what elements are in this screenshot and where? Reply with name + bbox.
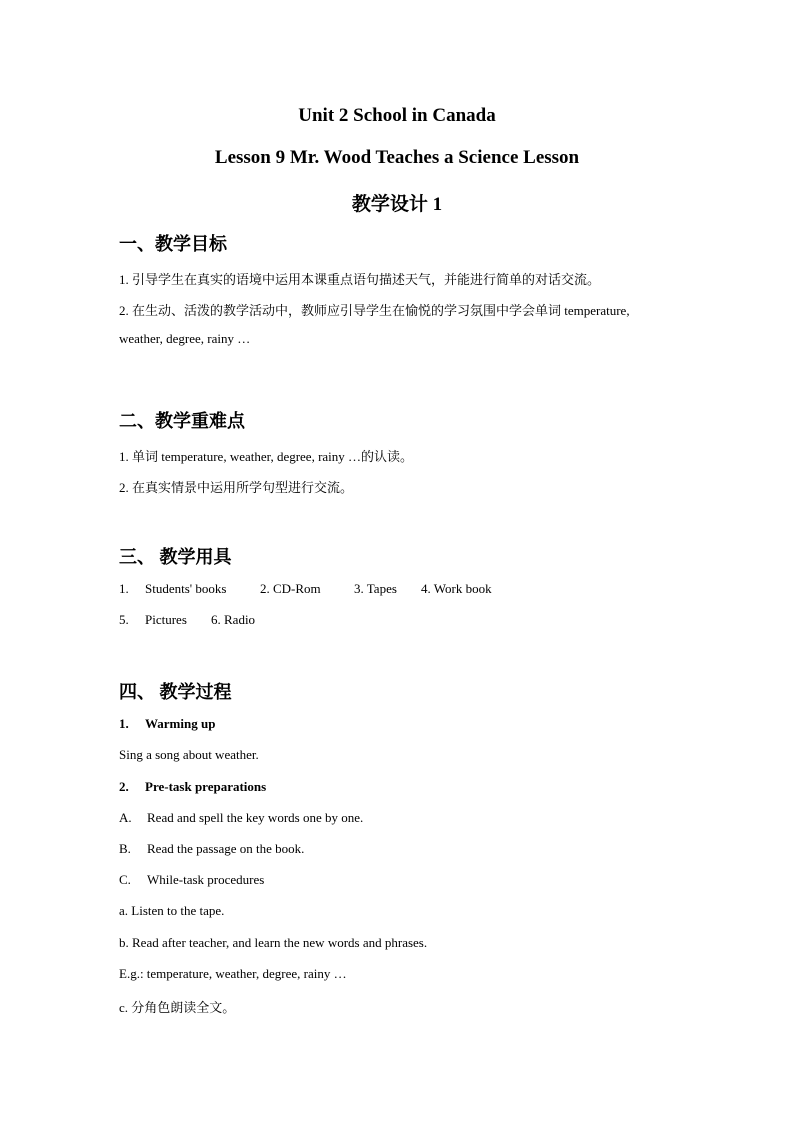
section-heading-objectives: 一、教学目标 [119,234,227,254]
key-point-item-2: 2. 在真实情景中运用所学句型进行交流。 [119,480,354,495]
key-point-item-1: 1. 单词 temperature, weather, degree, rainy …的认读。 [119,449,414,464]
step-num-2: 2. [119,779,129,794]
tool-tapes: 3. Tapes [354,581,397,596]
step-num-b: B. [119,841,131,856]
tool-work-book: 4. Work book [421,581,492,596]
tool-num-5: 5. [119,612,129,627]
step-read-after: b. Read after teacher, and learn the new words and phrases. [119,935,428,950]
step-read-passage: Read the passage on the book. [147,841,305,856]
design-title: 教学设计 1 [351,194,443,215]
section-heading-key-points: 二、教学重难点 [119,411,245,431]
objective-item-1: 1. 引导学生在真实的语境中运用本课重点语句描述天气，并能进行简单的对话交流。 [119,272,601,287]
lesson-title: Lesson 9 Mr. Wood Teaches a Science Lesson [214,147,580,168]
tool-num-1: 1. [119,581,129,596]
step-listen: a. Listen to the tape. [119,903,225,918]
step-sing-song: Sing a song about weather. [119,747,259,762]
step-num-1: 1. [119,716,129,731]
unit-title: Unit 2 School in Canada [298,105,496,126]
step-example-words: E.g.: temperature, weather, degree, rainy … [119,966,347,981]
step-num-c: C. [119,872,131,887]
tool-students-books: Students' books [145,581,227,596]
section-heading-tools: 三、 教学用具 [119,547,232,567]
objective-item-2: 2. 在生动、活泼的教学活动中，教师应引导学生在愉悦的学习氛围中学会单词 temperature, [119,303,630,318]
objective-item-2-cont: weather, degree, rainy … [119,331,251,346]
section-heading-process: 四、 教学过程 [119,682,232,702]
step-warming-up: Warming up [145,716,216,731]
tool-cd-rom: 2. CD-Rom [260,581,321,596]
step-role-read: c. 分角色朗读全文。 [119,1000,236,1015]
step-while-task: While-task procedures [147,872,265,887]
step-read-spell: Read and spell the key words one by one. [147,810,364,825]
step-pre-task: Pre-task preparations [145,779,267,794]
tool-radio: 6. Radio [211,612,256,627]
tool-pictures: Pictures [145,612,187,627]
step-num-a: A. [119,810,132,825]
